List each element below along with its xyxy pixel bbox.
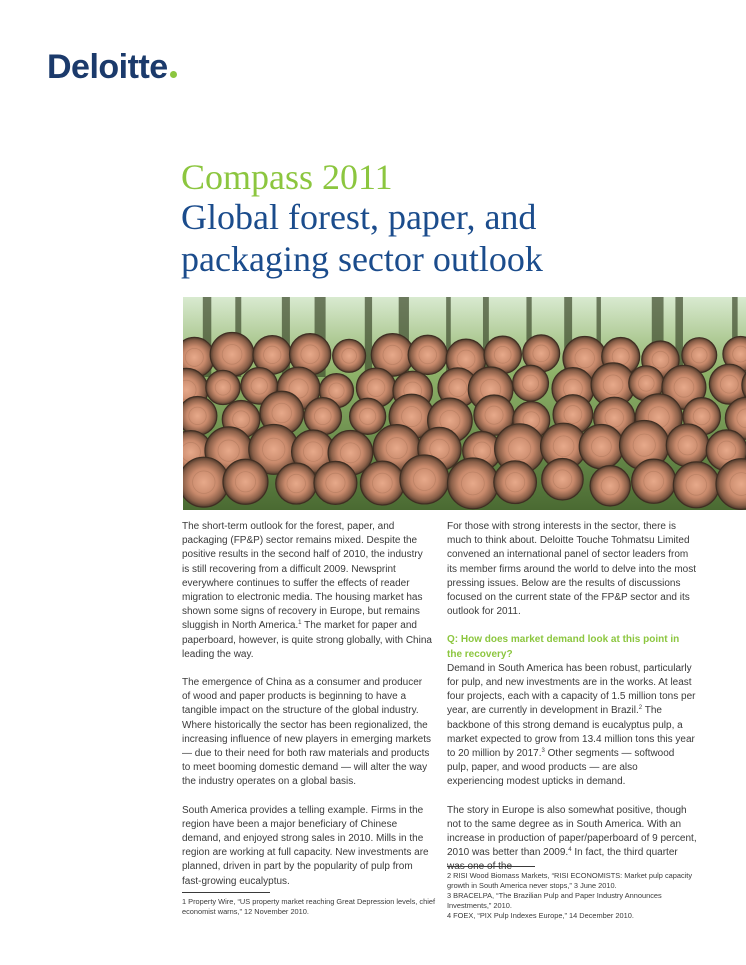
log-end: [206, 370, 240, 404]
right-column: [447, 520, 697, 889]
footnotes-right: [447, 871, 707, 921]
page-title: [181, 158, 543, 280]
log-end: [666, 424, 709, 467]
left-paragraph-3: South America provides a telling example. Firms in the region have been a major beneficiary of Chinese demand, and enjoyed strong sales in 2010. Mills in the region are working at full capacity. New investments are planned, driven in part by the popularity of pulp from fast-growing eucalyptus.: [182, 804, 429, 887]
left-paragraph-1: The short-term outlook for the forest, paper, and packaging (FP&P) sector remains mixed. Despite the positive results in the second half of 2010, the industry is still recovering from a difficult 2009. Newsprint everywhere continues to suffer the effects of reader migration to electronic media. The housing market has shown some signs of recovery in Europe, but remains sluggish in North America.$^1$ The market for paper and paperboard, however, is quite strong globally, with China leading the way.: [182, 521, 432, 660]
footnote-rule-left: [182, 892, 270, 893]
log-end: [632, 459, 676, 503]
question-heading: Q: How does market demand look at this point in the recovery?: [447, 634, 680, 660]
log-end: [542, 458, 584, 500]
log-end: [350, 398, 386, 434]
left-column: [182, 520, 432, 903]
log-end: [513, 365, 549, 401]
footnote-ref-2: 2: [638, 705, 643, 712]
log-end: [314, 461, 357, 504]
log-end: [447, 458, 498, 509]
footnote-ref-1: 1: [298, 620, 302, 627]
left-paragraph-2: The emergence of China as a consumer and producer of wood and paper products is beginning to have a tangible impact on the structure of the global industry. Where historically the sector has been regionalized, the increasing influence of new players in emerging markets — due to their need for both raw materials and products to meet booming domestic demand — will alter the way the industry operates on a global basis.: [182, 677, 432, 788]
log-end: [673, 462, 719, 508]
log-end: [333, 339, 366, 372]
log-end: [304, 398, 341, 435]
log-end: [276, 463, 317, 504]
footnote-rule-right: [447, 866, 535, 867]
footnote-2: 2 RISI Wood Biomass Markets, “RISI ECONOMISTS: Market pulp capacity growth in South America never stops,” 3 June 2010.: [447, 871, 693, 890]
logo-text: Deloitte: [47, 48, 168, 86]
log-end: [408, 335, 447, 374]
right-paragraph-2: Demand in South America has been robust, particularly for pulp, and new investments are in the works. At least four projects, each with a capacity of 1.5 million tons per year, are currently in development in Brazil.$^2$ The backbone of this strong demand is eucalyptus pulp, a market expected to grow from 13.4 million tons this year to 20 million by 2017.$^3$ Other segments — softwood pulp, paper, and wood products — are also experiencing modest upticks in demand.: [447, 662, 696, 788]
log-end: [579, 424, 623, 468]
footnote-3: 3 BRACELPA, “The Brazilian Pulp and Paper Industry Announces Investments,” 2010.: [447, 891, 662, 910]
log-pile-photo: [183, 297, 746, 510]
log-end: [223, 459, 268, 504]
footnote-1: 1 Property Wire, “US property market reaching Great Depression levels, chief economist warns,” 12 November 2010.: [182, 897, 436, 916]
deloitte-logo: [47, 48, 177, 87]
log-end: [183, 457, 229, 507]
log-end: [210, 332, 254, 376]
log-pile-illustration: [183, 297, 746, 510]
tree-trunk: [365, 297, 372, 377]
title-line-3: packaging sector outlook: [181, 239, 543, 279]
log-end: [360, 461, 404, 505]
right-paragraph-3: The story in Europe is also somewhat positive, though not to the same degree as in South America. With an increase in production of paper/paperboard of 9 percent, 2010 was better than 2009.$^4$ In fact, the third quarter: [447, 804, 697, 859]
log-end: [400, 455, 449, 504]
title-compass: Compass 2011: [181, 157, 393, 197]
right-paragraph-1: For those with strong interests in the sector, there is much to think about. Deloitte Touche Tohmatsu Limited convened an international panel of sector leaders from its member firms around the world to delve into the most pressing issues. Below are the results of discussions focused on the current state of the FP&P sector and its outlook for 2011.: [447, 521, 696, 618]
footnote-ref-4: 4: [568, 847, 572, 854]
logo-dot-icon: [170, 71, 177, 78]
footnote-ref-3: 3: [541, 748, 545, 755]
log-end: [590, 466, 630, 506]
footnote-4: 4 FOEX, “PIX Pulp Indexes Europe,” 14 December 2010.: [447, 911, 634, 920]
log-end: [183, 396, 217, 435]
log-end: [494, 461, 537, 504]
title-line-2: Global forest, paper, and: [181, 197, 537, 237]
